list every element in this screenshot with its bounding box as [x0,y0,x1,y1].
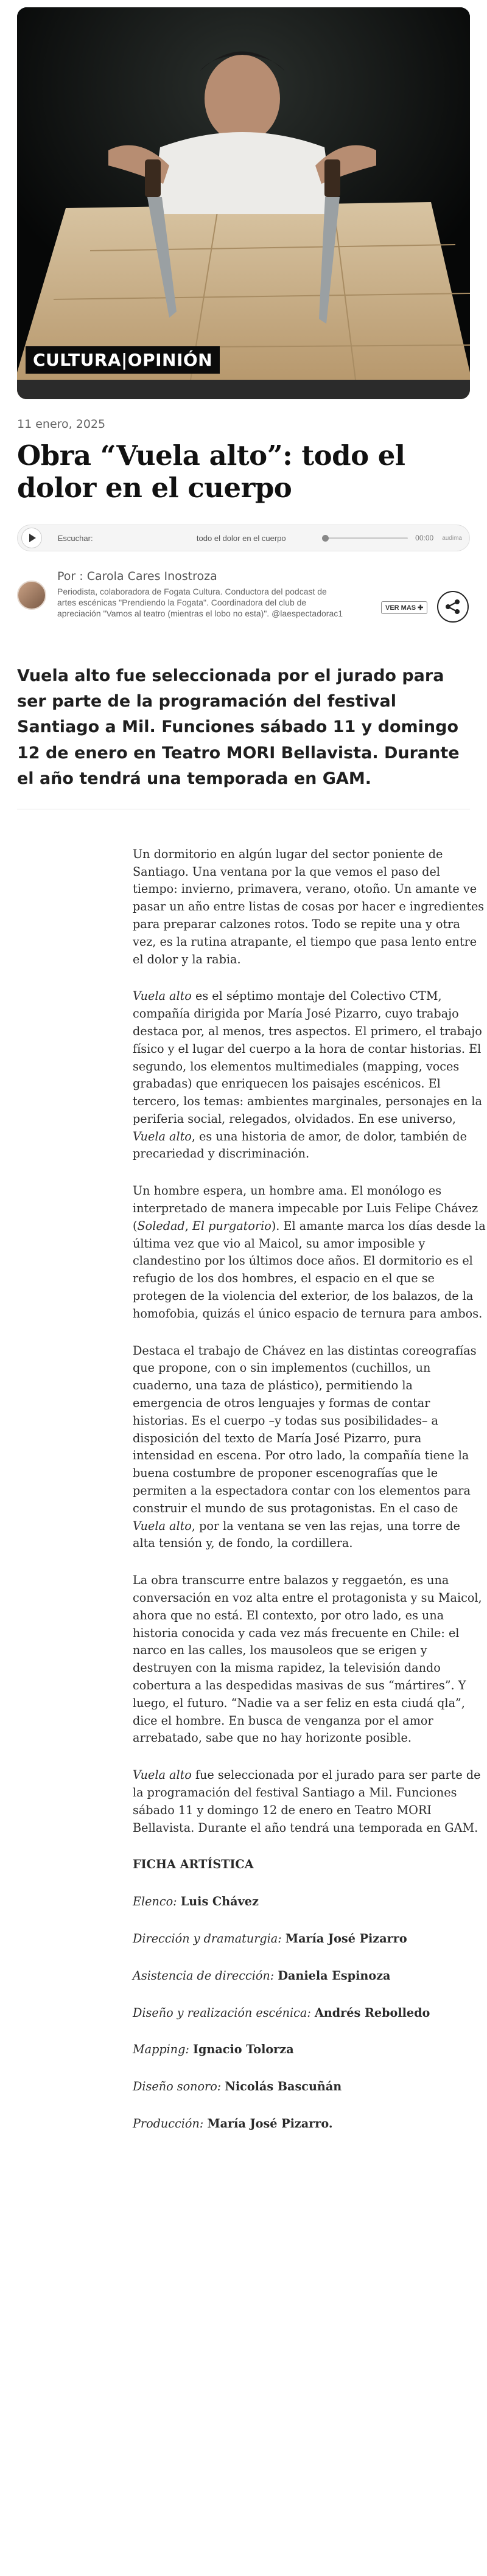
ficha-heading: FICHA ARTÍSTICA [133,1857,254,1872]
player-listen-label: Escuchar: [57,533,93,543]
credit-line: Diseño y realización escénica: Andrés Rebolledo [133,2005,430,2020]
play-button[interactable] [21,528,42,548]
share-icon [444,598,461,615]
player-track-title: todo el dolor en el cuerpo [196,533,286,543]
hero-image [17,7,470,399]
author-avatar [17,581,46,610]
article-title: Obra “Vuela alto”: todo el dolor en el cuerpo [17,439,405,504]
author-box [17,570,470,643]
player-time: 00:00 [415,534,434,543]
play-icon [29,534,36,542]
body-paragraph: La obra transcurre entre balazos y reggaetón, es una conversación en voz alta entre el protagonista y su Maicol, ahora que no está. El contexto, por otro lado, es una historia conocida y cada vez más frecuente en Chile: el narco en las calles, los mausoleos que se erigen y destruyen con la misma rapidez, la televisión dando cobertura a las despedidas masivas de sus “mártires”. Y luego, el futuro. “Nadie va a ser feliz en esta ciudá qla”, dice el hombre. En busca de venganza por el amor arrebatado, sabe que no hay horizonte posible. [133,1573,482,1745]
player-progress-bar[interactable] [323,537,408,539]
ver-mas-button[interactable]: VER MAS ✚ [381,601,427,614]
article-lead: Vuela alto fue seleccionada por el jurado para ser parte de la programación del festival Santiago a Mil. Funciones sábado 11 y domingo 12 de enero en Teatro MORI Bellavista. Durante el año tendrá una temporada en GAM. [17,666,460,788]
credit-line: Asistencia de dirección: Daniela Espinoza [133,1968,391,1983]
body-paragraph: Un dormitorio en algún lugar del sector poniente de Santiago. Una ventana por la que vemos el paso del tiempo: invierno, primavera, verano, otoño. Un amante ve pasar un año entre listas de cosas por hacer e ingredientes para preparar calzones rotos. Todo se repite una y otra vez, es la rutina atrapante, el tiempo que pasa lento entre el dolor y la rabia. [133,846,485,966]
credit-line: Dirección y dramaturgia: María José Pizarro [133,1931,407,1946]
body-paragraph: Vuela alto fue seleccionada por el jurado para ser parte de la programación del festival Santiago a Mil. Funciones sábado 11 y domingo 12 de enero en Teatro MORI Bellavista. Durante el año tendrá una temporada en GAM. [133,1768,481,1835]
credit-line: Diseño sonoro: Nicolás Bascuñán [133,2079,342,2094]
author-name: Por : Carola Cares Inostroza [57,570,217,584]
player-brand: audima [442,534,462,542]
author-info [57,570,343,620]
player-progress-handle[interactable] [322,535,329,542]
article-page [0,7,487,2133]
share-button[interactable] [437,591,469,623]
credit-line: Elenco: Luis Chávez [133,1894,259,1909]
body-paragraph: Vuela alto es el séptimo montaje del Colectivo CTM, compañía dirigida por María José Pizarro, cuyo trabajo destaca por, al menos, tres aspectos. El primero, el trabajo físico y el lugar del cuerpo a la hora de contar historias. El segundo, los elementos multimediales (mapping, voces grabadas) que enriquecen los paisajes escénicos. El tercero, los temas: ambientes marginales, personajes en la periferia social, relegados, olvidados. En ese universo, Vuela alto, es una historia de amor, de dolor, también de precariedad y discriminación. [133,989,482,1161]
audio-player [17,525,470,551]
hero-photo [17,7,470,399]
body-paragraph: Un hombre espera, un hombre ama. El monólogo es interpretado de manera impecable por Luis Felipe Chávez (Soledad, El purgatorio). El amante marca los días desde la última vez que vio al Maicol, su amor imposible y clandestino por los últimos doce años. El dormitorio es el refugio de los dos hombres, el espacio en el que se protegen de la violencia del exterior, de los balazos, de la homofobia, quizás el único espacio de ternura para ambos. [133,1184,486,1321]
credit-line: Producción: María José Pizarro. [133,2116,333,2131]
body-paragraph: Destaca el trabajo de Chávez en las distintas coreografías que propone, con o sin implementos (cuchillos, un cuaderno, una taza de plástico), permitiendo la emergencia de otros lenguajes y formas de contar historias. Es el cuerpo –y todas sus posibilidades– a disposición del texto de María José Pizarro, pura intensidad en escena. Por otro lado, la compañía tiene la buena costumbre de proponer escenografías que le permiten a la espectadora contar con los elementos para construir el mundo de sus protagonistas. En el caso de Vuela alto, por la ventana se ven las rejas, una torre de alta tensión y, de fondo, la cordillera. [133,1343,477,1551]
article-body [133,846,486,2133]
category-badge[interactable]: CULTURA|OPINIÓN [26,346,220,374]
publish-date: 11 enero, 2025 [17,417,106,431]
author-bio: Periodista, colaboradora de Fogata Cultura. Conductora del podcast de artes escénicas "Prendiendo la Fogata". Coordinadora del club de apreciación "Vamos al teatro (mientras el lobo no esta)". @laespectadorac1 [57,587,343,618]
credit-line: Mapping: Ignacio Tolorza [133,2042,294,2057]
